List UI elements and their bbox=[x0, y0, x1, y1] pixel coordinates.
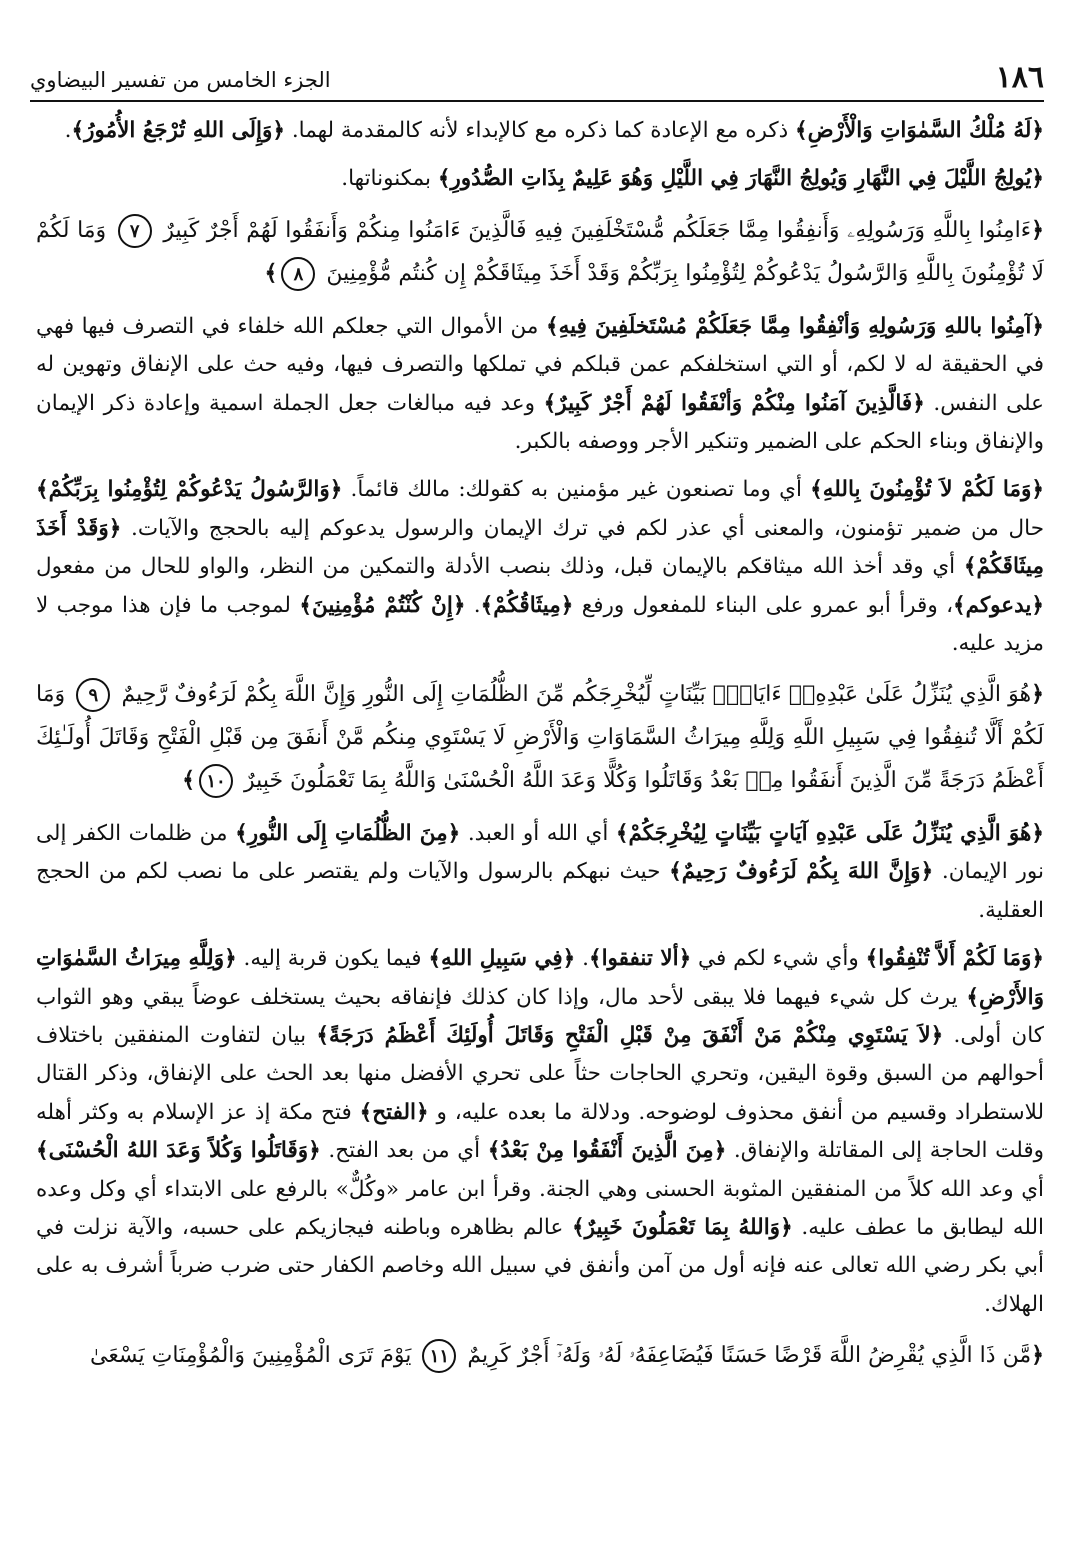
ornate-bracket-open: ﴿ bbox=[1031, 166, 1044, 192]
commentary-text: أي وعد الله كلاً من المنفقين المثوبة الحسنى وهي الجنة. وقرأ ابن عامر «وكُلٌّ» بالرفع على الابتداء أي وكل وعده الله ليطابق ما عطف عليه. bbox=[36, 1176, 1045, 1241]
ornate-bracket-close: ﴾ bbox=[359, 1099, 373, 1125]
ornate-bracket-open: ﴿ bbox=[713, 1138, 727, 1164]
running-title: الجزء الخامس من تفسير البيضاوي bbox=[30, 68, 331, 92]
verse-text: مَّن ذَا الَّذِي يُقْرِضُ اللَّهَ قَرْضًا حَسَنًا فَيُضَاعِفَهُۥ لَهُۥ وَلَهُۥٓ أَجْرٌ كَرِيمٌ bbox=[467, 1343, 1032, 1369]
commentary-text: يرث كل شيء فيهما فلا يبقى لأحد مال، وإذا كان كذلك فإنفاقه بحيث يستخلف عوضاً يبقي وهو الثواب كان أولى. bbox=[36, 984, 1045, 1048]
quote-2: وَالرَّسُولُ يَدْعُوكُمْ لِتُؤْمِنُوا بِرَبِّكُمْ bbox=[48, 477, 330, 503]
verse-text: هُوَ الَّذِي يُنَزِّلُ عَلَىٰ عَبْدِهِۦٓ ءَايَاتٍۭ بَيِّنَاتٍ لِّيُخْرِجَكُم مِّنَ الظُّلُمَاتِ إِلَى النُّورِ وَإِنَّ اللَّهَ بِكُمْ لَرَءُوفٌ رَّحِيمٌ bbox=[121, 682, 1032, 708]
ornate-bracket-close: ﴾ bbox=[545, 313, 559, 339]
quran-verses-9-10 bbox=[36, 673, 1044, 803]
commentary-text: فيما يكون قربة إليه. bbox=[236, 946, 429, 972]
quote-6: إِنْ كُنْتُمْ مُؤْمِنِينَ bbox=[311, 592, 453, 618]
ornate-bracket-close: ﴾ bbox=[299, 592, 312, 618]
quote-1: يُولِجُ اللَّيْلَ فِي النَّهَارِ وَيُولِجُ النَّهَارَ فِي اللَّيْلِ وَهُوَ عَلِيمٌ بِذَاتِ الصُّدُورِ bbox=[450, 166, 1032, 192]
ornate-bracket-open: ﴿ bbox=[1031, 681, 1044, 708]
quote-3: فِي سَبِيلِ اللهِ bbox=[441, 946, 563, 972]
ornate-bracket-open: ﴿ bbox=[308, 1138, 321, 1164]
ornate-bracket-close: ﴾ bbox=[810, 477, 823, 503]
commentary-paragraph-5 bbox=[36, 815, 1044, 930]
ornate-bracket-close: ﴾ bbox=[487, 1138, 501, 1164]
quote-1: لَهُ مُلْكُ السَّمٰوَاتِ وَالْأَرْضِ bbox=[807, 118, 1032, 143]
ayah-number-marker: ٧ bbox=[118, 214, 152, 248]
commentary-text: . bbox=[465, 592, 481, 618]
ornate-bracket-open: ﴿ bbox=[562, 946, 576, 972]
ornate-bracket-open: ﴿ bbox=[912, 390, 925, 416]
ayah-number-marker: ١٠ bbox=[199, 764, 233, 798]
quote-1: وَمَا لَكُمْ أَلاَّ تُنْفِقُوا bbox=[878, 946, 1032, 972]
ayah-number-marker: ١١ bbox=[422, 1339, 456, 1373]
ornate-bracket-open: ﴿ bbox=[224, 946, 237, 972]
commentary-text: من ظلمات الكفر إلى نور الإيمان. bbox=[36, 820, 1044, 885]
ayah-number-marker: ٩ bbox=[76, 678, 110, 712]
commentary-text: ، وقرأ أبو عمرو على البناء للمفعول ورفع bbox=[573, 592, 954, 618]
ornate-bracket-open: ﴿ bbox=[108, 515, 122, 541]
commentary-text: حيث نبهكم بالرسول والآيات ولم يقتصر على ما نصب لكم من الحجج العقلية. bbox=[36, 859, 1044, 923]
commentary-text: ذكره مع الإعادة كما ذكره مع كالإبداء لأنه كالمقدمة لهما. bbox=[284, 118, 796, 143]
ornate-bracket-open: ﴿ bbox=[1031, 216, 1044, 243]
commentary-text: أي الله أو العبد. bbox=[460, 820, 616, 846]
ornate-bracket-open: ﴿ bbox=[930, 1023, 944, 1048]
ornate-bracket-close: ﴾ bbox=[264, 260, 278, 287]
quote-4: وَلِلَّهِ مِيرَاثُ السَّمٰوَاتِ وَالأَرْضِ bbox=[36, 946, 1044, 1010]
ornate-bracket-close: ﴾ bbox=[71, 118, 85, 143]
ornate-bracket-close: ﴾ bbox=[543, 390, 557, 416]
ornate-bracket-open: ﴿ bbox=[780, 1215, 793, 1241]
quote-7: مِنَ الَّذِينَ أَنْفَقُوا مِنْ بَعْدُ bbox=[500, 1138, 714, 1164]
ornate-bracket-close: ﴾ bbox=[437, 166, 451, 192]
ornate-bracket-close: ﴾ bbox=[669, 859, 682, 885]
ornate-bracket-close: ﴾ bbox=[865, 946, 879, 972]
ornate-bracket-close: ﴾ bbox=[182, 767, 196, 794]
ornate-bracket-open: ﴿ bbox=[1031, 946, 1044, 972]
ornate-bracket-open: ﴿ bbox=[416, 1099, 429, 1125]
commentary-text: حال من ضمير تؤمنون، والمعنى أي عذر لكم في ترك الإيمان والرسول يدعوكم إليه بالحجج والآيات. bbox=[121, 515, 1045, 541]
ornate-bracket-close: ﴾ bbox=[953, 592, 966, 618]
ornate-bracket-close: ﴾ bbox=[36, 1138, 49, 1164]
commentary-text: وأي شيء لكم في bbox=[691, 946, 866, 972]
quote-4: يدعوكم bbox=[965, 592, 1032, 618]
quote-1: هُوَ الَّذِي يُنَزِّلُ عَلَى عَبْدِهِ آيَاتٍ بَيِّنَاتٍ لِيُخْرِجَكُمْ bbox=[628, 820, 1032, 846]
commentary-text: أي وما تصنعون غير مؤمنين به كقولك: مالك قائماً. bbox=[342, 477, 811, 503]
ornate-bracket-close: ﴾ bbox=[480, 592, 494, 618]
commentary-text: من الأموال التي جعلكم الله خلفاء في التصرف فيها فهي في الحقيقة له لا لكم، أو التي استخلفكم عمن قبلكم في تملكها والتصرف فيها، وفيه حث على الإنفاق وتهوين له على النفس. bbox=[36, 313, 1045, 416]
quote-6: الفتح bbox=[372, 1099, 416, 1125]
verse-text: وَمَا لَكُمْ لَا تُؤْمِنُونَ بِاللَّهِ وَالرَّسُولُ يَدْعُوكُمْ لِتُؤْمِنُوا بِرَبِّكُمْ وَقَدْ أَخَذَ مِيثَاقَكُمْ إِن كُنتُم مُّؤْمِنِينَ bbox=[36, 217, 1044, 287]
quote-8: وَقَاتَلُوا وَكُلاً وَعَدَ اللهُ الْحُسْنَى bbox=[48, 1138, 309, 1164]
page-number: ١٨٦ bbox=[995, 60, 1044, 95]
ornate-bracket-close: ﴾ bbox=[235, 820, 248, 846]
verse-text: يَوْمَ تَرَى الْمُؤْمِنِينَ وَالْمُؤْمِنَاتِ يَسْعَىٰ bbox=[89, 1343, 412, 1369]
ayah-number-marker: ٨ bbox=[281, 257, 315, 291]
commentary-text: بيان لتفاوت المنفقين باختلاف أحوالهم من السبق وقوة اليقين، وتحري الحاجات حثاً على تحري الأفضل منها بعد الحث على الإنفاق، وذكر القتال للاستطراد وقسيم من أنفق محذوف لوضوحه. ودلالة ما بعده عليه، و bbox=[36, 1023, 1044, 1125]
commentary-text: عالم بظاهره وباطنه فيجازيكم على حسبه، والآية نزلت في أبي بكر رضي الله تعالى عنه فإنه أول من آمن وأنفق في سبيل الله وخاصم الكفار حتى ضرب ضرباً أشرف به على الهلاك. bbox=[36, 1215, 1044, 1317]
ornate-bracket-open: ﴿ bbox=[1031, 1342, 1044, 1369]
verse-text: وَمَا لَكُمْ أَلَّا تُنفِقُوا فِي سَبِيلِ اللَّهِ وَلِلَّهِ مِيرَاثُ السَّمَاوَاتِ وَالْأَرْضِ لَا يَسْتَوِي مِنكُم مَّنْ أَنفَقَ مِن قَبْلِ الْفَتْحِ وَقَاتَلَ أُولَـٰئِكَ أَعْظَمُ دَرَجَةً مِّنَ الَّذِينَ أَنفَقُوا مِنۢ بَعْدُ وَقَاتَلُوا وَكُلًّا وَعَدَ اللَّهُ الْحُسْنَىٰ وَاللَّهُ بِمَا تَعْمَلُونَ خَبِيرٌ bbox=[36, 682, 1044, 794]
quote-2: وَإِلَى اللهِ تُرْجَعُ الأُمُورُ bbox=[84, 118, 273, 143]
ornate-bracket-close: ﴾ bbox=[795, 118, 808, 143]
commentary-text: وعد فيه مبالغات جعل الجملة اسمية وإعادة ذكر الإيمان والإنفاق وبناء الحكم على الضمير وتنكير الأجر ووصفه بالكبر. bbox=[36, 390, 1044, 455]
ornate-bracket-close: ﴾ bbox=[316, 1023, 329, 1048]
ornate-bracket-open: ﴿ bbox=[1031, 313, 1044, 339]
commentary-paragraph-4 bbox=[36, 471, 1044, 663]
commentary-paragraph-2 bbox=[36, 160, 1044, 198]
quote-3: وَقَدْ أَخَذَ مِيثَاقَكُمْ bbox=[36, 515, 1044, 580]
quote-5: لاَ يَسْتَوِي مِنْكُمْ مَنْ أَنْفَقَ مِنْ قَبْلِ الْفَتْحِ وَقَاتَلَ أُولَئِكَ أَعْظَمُ دَرَجَةً bbox=[328, 1023, 931, 1048]
commentary-text: . bbox=[575, 946, 589, 972]
quote-2: ألا تنفقوا bbox=[601, 946, 679, 972]
quote-9: وَاللهُ بِمَا تَعْمَلُونَ خَبِيرٌ bbox=[584, 1215, 781, 1241]
ornate-bracket-open: ﴿ bbox=[1031, 592, 1044, 618]
verse-text: ءَامِنُوا بِاللَّهِ وَرَسُولِهِۦ وَأَنفِقُوا مِمَّا جَعَلَكُم مُّسْتَخْلَفِينَ فِيهِ فَالَّذِينَ ءَامَنُوا مِنكُمْ وَأَنفَقُوا لَهُمْ أَجْرٌ كَبِيرٌ bbox=[163, 217, 1032, 243]
ornate-bracket-close: ﴾ bbox=[966, 984, 979, 1010]
ornate-bracket-close: ﴾ bbox=[428, 946, 442, 972]
quote-2: فَالَّذِينَ آمَنُوا مِنْكُمْ وَأنْفَقُوا لَهُمْ أَجْرٌ كَبِيرٌ bbox=[556, 390, 913, 416]
quote-1: وَمَا لَكُمْ لاَ تُؤْمِنُونَ بِاللهِ bbox=[822, 477, 1032, 503]
ornate-bracket-close: ﴾ bbox=[963, 554, 977, 580]
ornate-bracket-open: ﴿ bbox=[1031, 118, 1044, 143]
page-body bbox=[36, 112, 1044, 1390]
commentary-text: . bbox=[64, 118, 72, 143]
commentary-text: فتح مكة إذ عز الإسلام به وكثر أهله وقلت الحاجة إلى المقاتلة والإنفاق. bbox=[36, 1099, 1044, 1164]
commentary-paragraph-3 bbox=[36, 308, 1044, 462]
ornate-bracket-open: ﴿ bbox=[272, 118, 285, 143]
page-header bbox=[30, 58, 1044, 102]
ornate-bracket-close: ﴾ bbox=[36, 477, 49, 503]
commentary-text: بمكنوناتها. bbox=[341, 166, 438, 192]
quran-verses-11-12 bbox=[36, 1334, 1044, 1378]
ornate-bracket-close: ﴾ bbox=[571, 1215, 585, 1241]
commentary-text: أي وقد أخذ الله ميثاقكم بالإيمان قبل، وذلك بنصب الأدلة والتمكين من النظر، والواو للحال من مفعول bbox=[36, 554, 964, 580]
commentary-text: لموجب ما فإن هذا موجب لا مزيد عليه. bbox=[36, 592, 1044, 657]
ornate-bracket-open: ﴿ bbox=[1031, 820, 1044, 846]
ornate-bracket-open: ﴿ bbox=[329, 477, 343, 503]
commentary-text: أي من بعد الفتح. bbox=[320, 1138, 488, 1164]
quote-3: وَإِنَّ اللهَ بِكُمْ لَرَءُوفٌ رَحِيمٌ bbox=[681, 859, 921, 885]
ornate-bracket-close: ﴾ bbox=[588, 946, 602, 972]
ornate-bracket-close: ﴾ bbox=[615, 820, 629, 846]
ornate-bracket-open: ﴿ bbox=[678, 946, 692, 972]
quote-1: آمِنُوا باللهِ وَرَسُولِهِ وَأنْفِقُوا مِمَّا جَعَلَكُمْ مُسْتَخلَفِينَ فِيهِ bbox=[558, 313, 1032, 339]
commentary-paragraph-1 bbox=[36, 112, 1044, 150]
ornate-bracket-open: ﴿ bbox=[920, 859, 934, 885]
ornate-bracket-open: ﴿ bbox=[452, 592, 466, 618]
ornate-bracket-open: ﴿ bbox=[1031, 477, 1044, 503]
commentary-paragraph-6 bbox=[36, 940, 1044, 1324]
quote-2: مِنَ الظُّلُمَاتِ إِلَى النُّورِ bbox=[247, 820, 448, 846]
quran-verses-7-8 bbox=[36, 209, 1044, 296]
ornate-bracket-open: ﴿ bbox=[560, 592, 574, 618]
quote-5: مِيثَاقُكُمْ bbox=[493, 592, 561, 618]
ornate-bracket-open: ﴿ bbox=[447, 820, 461, 846]
